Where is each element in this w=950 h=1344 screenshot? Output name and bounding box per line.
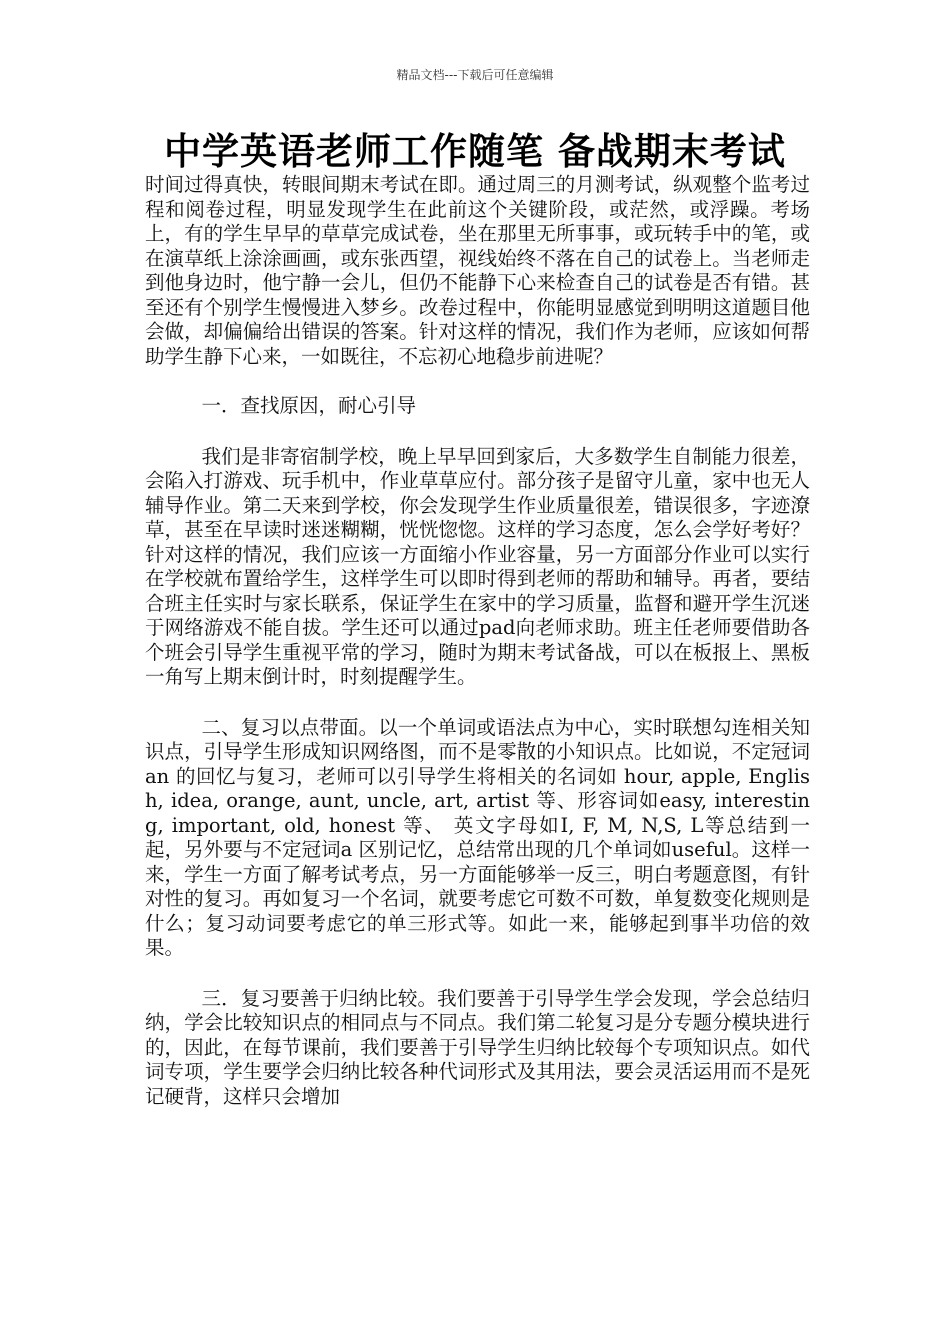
paragraph-section-1: 我们是非寄宿制学校，晚上早早回到家后，大多数学生自制能力很差，会陷入打游戏、玩手机中，作业草草应付。部分孩子是留守儿童，家中也无人辅导作业。第二天来到学校，你会发现学生作业质量很差，错误很多，字迹潦草，甚至在早读时迷迷糊糊，恍恍惚惚。这样的学习态度，怎么会学好考好？针对这样的情况，我们应该一方面缩小作业容量，另一方面部分作业可以实行在学校就布置给学生，这样学生可以即时得到老师的帮助和辅导。再者，要结合班主任实时与家长联系，保证学生在家中的学习质量，监督和避开学生沉迷于网络游戏不能自拔。学生还可以通过pad向老师求助。班主任老师要借助各个班会引导学生重视平常的学习，随时为期末考试备战，可以在板报上、黑板一角写上期末倒计时，时刻提醒学生。 xyxy=(145,444,810,688)
paragraph-section-3: 三．复习要善于归纳比较。我们要善于引导学生学会发现，学会总结归纳，学会比较知识点的相同点与不同点。我们第二轮复习是分专题分模块进行的，因此，在每节课前，我们要善于引导学生归纳比较每个专项知识点。如代词专项，学生要学会归纳比较各种代词形式及其用法，要会灵活运用而不是死记硬背，这样只会增加 xyxy=(145,986,810,1108)
document-title: 中学英语老师工作随笔 备战期末考试 xyxy=(164,130,786,173)
document-body xyxy=(145,173,810,1135)
section-heading-1: 一．查找原因，耐心引导 xyxy=(201,394,417,417)
page-header: 精品文档---下载后可任意编辑 xyxy=(396,68,554,82)
paragraph-intro: 时间过得真快，转眼间期末考试在即。通过周三的月测考试，纵观整个监考过程和阅卷过程，明显发现学生在此前这个关键阶段，或茫然，或浮躁。考场上，有的学生早早的草草完成试卷，坐在那里无所事事，或玩转手中的笔，或在演草纸上涂涂画画，或东张西望，视线始终不落在自己的试卷上。当老师走到他身边时，他宁静一会儿，但仍不能静下心来检查自己的试卷是否有错。甚至还有个别学生慢慢进入梦乡。改卷过程中，你能明显感觉到明明这道题目他会做，却偏偏给出错误的答案。针对这样的情况，我们作为老师，应该如何帮助学生静下心来，一如既往，不忘初心地稳步前进呢？ xyxy=(145,173,810,368)
paragraph-section-2: 二、复习以点带面。以一个单词或语法点为中心，实时联想勾连相关知识点，引导学生形成知识网络图，而不是零散的小知识点。比如说，不定冠词an 的回忆与复习，老师可以引导学生将相关的名词如 hour, apple, English, idea, orange, aunt, uncle, art, artist 等、形容词如easy, interesting, important, old, honest 等、 英文字母如I, F, M, N,S, L等总结到一起，另外要与不定冠词a 区别记忆，总结常出现的几个单词如useful。这样一来，学生一方面了解考试考点，另一方面能够举一反三，明白考题意图，有针对性的复习。再如复习一个名词，就要考虑它可数不可数，单复数变化规则是什么；复习动词要考虑它的单三形式等。如此一来，能够起到事半功倍的效果。 xyxy=(145,715,810,959)
